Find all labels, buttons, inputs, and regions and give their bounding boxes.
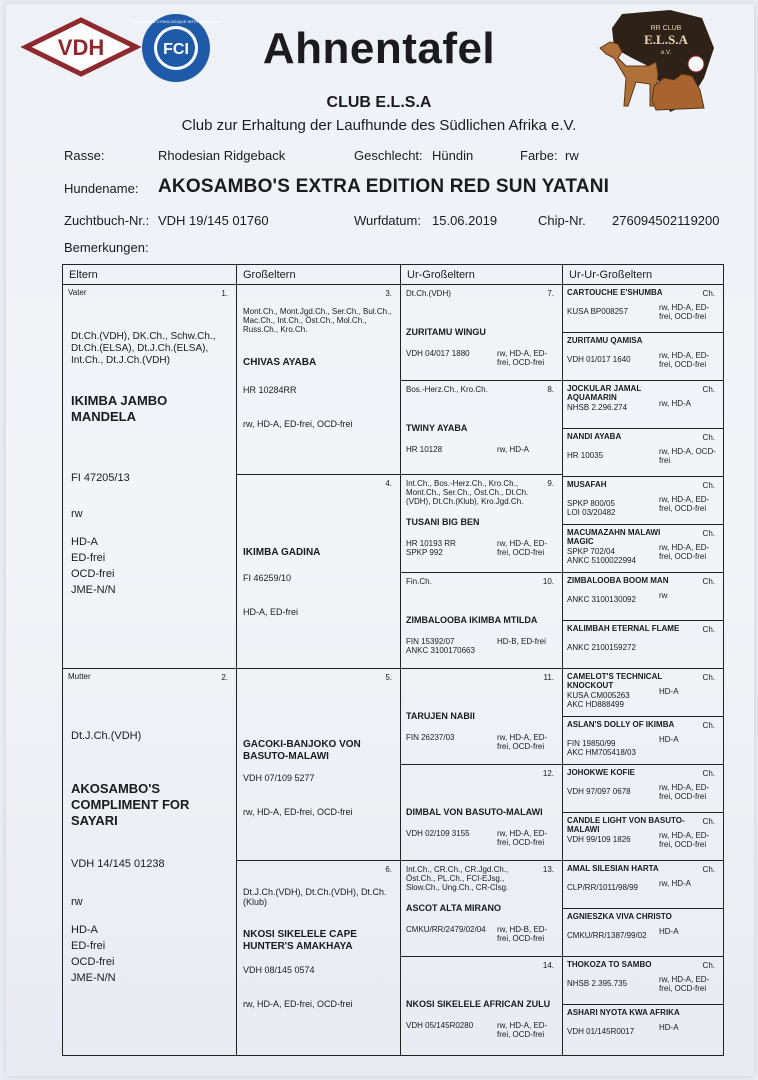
- great-great-grandparent-reg: ANKC 2100159272: [567, 643, 636, 652]
- great-grandparent-cell: [401, 861, 563, 957]
- great-great-grandparent-reg: VDH 01/145R0017: [567, 1027, 635, 1036]
- great-great-grandparent-info: rw, HD-A, ED-frei, OCD-frei: [659, 831, 710, 849]
- champion-marker: Ch.: [702, 817, 715, 826]
- great-great-grandparent-name: NANDI AYABA: [567, 432, 622, 441]
- birth-date-value: 15.06.2019: [432, 213, 498, 228]
- great-great-grandparent-cell: [563, 477, 723, 525]
- great-grandparent-info: rw, HD-B, ED-frei, OCD-frei: [497, 925, 548, 943]
- svg-text:VDH: VDH: [57, 35, 105, 60]
- dog-name-label: Hundename:: [64, 181, 139, 196]
- great-grandparent-cell: [401, 765, 563, 861]
- great-great-grandparent-reg: NHSB 2.296.274: [567, 403, 628, 412]
- grandparent-5-number: 5.: [385, 673, 392, 682]
- great-great-grandparent-info: rw, HD-A, ED-frei, OCD-frei: [659, 975, 710, 993]
- great-great-grandparent-name: CARTOUCHE E'SHUMBA: [567, 288, 663, 297]
- great-great-grandparent-name: THOKOZA TO SAMBO: [567, 960, 652, 969]
- great-grandparent-reg: FIN 15392/07 ANKC 3100170663: [406, 637, 475, 655]
- parent-dam-cell: [63, 669, 237, 1055]
- great-great-grandparent-reg: VDH 97/097 0678: [567, 787, 631, 796]
- great-great-grandparent-cell: [563, 525, 723, 573]
- document-title: Ahnentafel: [262, 24, 496, 73]
- sire-health-jme: JME-N/N: [71, 584, 116, 596]
- great-great-grandparent-cell: [563, 909, 723, 957]
- sire-color: rw: [71, 508, 83, 520]
- great-great-grandparent-cell: [563, 717, 723, 765]
- great-grandparent-cell: [401, 573, 563, 669]
- great-great-grandparent-cell: [563, 381, 723, 429]
- champion-marker: Ch.: [702, 577, 715, 586]
- dam-health-ed: ED-frei: [71, 940, 106, 952]
- great-grandparent-reg: VDH 05/145R0280: [406, 1021, 474, 1030]
- grandparent-4-number: 4.: [385, 479, 392, 488]
- great-great-grandparent-cell: [563, 1005, 723, 1055]
- grandparent-6-number: 6.: [385, 865, 392, 874]
- great-great-grandparent-name: AMAL SILESIAN HARTA: [567, 864, 659, 873]
- grandparent-4-info: HD-A, ED-frei: [243, 607, 299, 617]
- studbook-label: Zuchtbuch-Nr.:: [64, 213, 150, 228]
- great-grandparent-reg: HR 10193 RR SPKP 992: [406, 539, 456, 557]
- great-grandparent-titles: Bos.-Herz.Ch., Kro.Ch.: [406, 385, 488, 394]
- great-great-grandparent-name: MACUMAZAHN MALAWI MAGIC: [567, 528, 661, 546]
- great-great-grandparent-cell: [563, 813, 723, 861]
- grandparent-6-info: rw, HD-A, ED-frei, OCD-frei: [243, 999, 353, 1009]
- great-grandparent-number: 9.: [547, 479, 554, 488]
- great-grandparent-name: NKOSI SIKELELE AFRICAN ZULU: [406, 999, 551, 1009]
- pedigree-table: [62, 264, 724, 1056]
- great-grandparent-name: ZURITAMU WINGU: [406, 327, 486, 337]
- great-grandparent-titles: Fin.Ch.: [406, 577, 432, 586]
- great-grandparent-number: 14.: [542, 961, 554, 970]
- great-grandparent-number: 12.: [542, 769, 554, 778]
- grandparent-3-number: 3.: [385, 289, 392, 298]
- dam-health-ocd: OCD-frei: [71, 956, 115, 968]
- elsa-club-logo-icon: [592, 8, 722, 116]
- great-great-grandparent-name: MUSAFAH: [567, 480, 607, 489]
- sire-titles: Dt.Ch.(VDH), DK.Ch., Schw.Ch., Dt.Ch.(ELSA), Dt.J.Ch.(ELSA), Int.Ch., Dt.J.Ch.(VDH): [71, 331, 216, 366]
- great-grandparent-titles: Int.Ch., Bos.-Herz.Ch., Kro.Ch., Mont.Ch., Ser.Ch., Öst.Ch., Dt.Ch.(VDH), Dt.Ch.(Klub), Kro.Jgd.Ch.: [406, 479, 529, 506]
- dam-titles: Dt.J.Ch.(VDH): [71, 730, 142, 742]
- grandparent-5-cell: [237, 669, 401, 861]
- great-grandparent-info: rw, HD-A, ED-frei, OCD-frei: [497, 349, 548, 367]
- great-grandparent-name: TUSANI BIG BEN: [406, 517, 480, 527]
- great-great-grandparent-name: JOCKULAR JAMAL AQUAMARIN: [567, 384, 642, 402]
- svg-text:FEDERATION CYNOLOGIQUE INTERNA: FEDERATION CYNOLOGIQUE INTERNATIONALE: [130, 19, 222, 24]
- great-great-grandparent-reg: HR 10035: [567, 451, 604, 460]
- breed-label: Rasse:: [64, 148, 105, 163]
- remarks-label: Bemerkungen:: [64, 240, 149, 255]
- great-grandparent-reg: HR 10128: [406, 445, 443, 454]
- club-name: CLUB E.L.S.A: [326, 94, 432, 111]
- great-great-grandparent-name: ASHARI NYOTA KWA AFRIKA: [567, 1008, 680, 1017]
- great-great-grandparent-reg: FIN 19850/99 AKC HM705418/03: [567, 739, 636, 757]
- great-great-grandparent-info: rw, HD-A, OCD-frei: [659, 447, 716, 465]
- great-grandparent-info: rw, HD-A, ED-frei, OCD-frei: [497, 829, 548, 847]
- grandparent-3-reg: HR 10284RR: [243, 385, 297, 395]
- great-great-grandparent-name: ZIMBALOOBA BOOM MAN: [567, 576, 669, 585]
- great-great-grandparent-cell: [563, 333, 723, 381]
- great-great-grandparent-cell: [563, 861, 723, 909]
- grandparent-3-cell: [237, 285, 401, 475]
- great-great-grandparent-info: rw, HD-A, ED-frei, OCD-frei: [659, 783, 710, 801]
- svg-text:E.L.S.A: E.L.S.A: [644, 32, 688, 47]
- great-great-grandparent-info: rw, HD-A, ED-frei, OCD-frei: [659, 543, 710, 561]
- great-great-grandparent-reg: KUSA CM005263 AKC HD888499: [567, 691, 630, 709]
- great-grandparent-name: ASCOT ALTA MIRANO: [406, 903, 501, 913]
- header-grandparents: Großeltern: [237, 265, 401, 285]
- great-great-grandparent-cell: [563, 429, 723, 477]
- great-grandparent-info: HD-B, ED-frei: [497, 637, 546, 646]
- great-great-grandparent-reg: CLP/RR/1011/98/99: [567, 883, 639, 892]
- great-great-grandparent-reg: KUSA BP008257: [567, 307, 628, 316]
- great-grandparent-number: 8.: [547, 385, 554, 394]
- dam-role: Mutter: [68, 672, 91, 681]
- great-great-grandparent-name: KALIMBAH ETERNAL FLAME: [567, 624, 680, 633]
- great-great-grandparent-reg: SPKP 800/05 LOI 03/20482: [567, 499, 616, 517]
- dog-name-value: AKOSAMBO'S EXTRA EDITION RED SUN YATANI: [158, 176, 610, 197]
- sire-health-ed: ED-frei: [71, 552, 106, 564]
- studbook-value: VDH 19/145 01760: [158, 213, 269, 228]
- champion-marker: Ch.: [702, 961, 715, 970]
- great-grandparent-number: 11.: [543, 673, 554, 682]
- great-grandparent-reg: CMKU/RR/2479/02/04: [406, 925, 486, 934]
- great-great-grandparent-cell: [563, 765, 723, 813]
- great-grandparent-number: 7.: [547, 289, 554, 298]
- great-great-grandparent-name: ASLAN'S DOLLY OF IKIMBA: [567, 720, 675, 729]
- champion-marker: Ch.: [702, 769, 715, 778]
- grandparent-5-reg: VDH 07/109 5277: [243, 773, 315, 783]
- great-great-grandparent-cell: [563, 621, 723, 669]
- svg-text:e.V.: e.V.: [660, 50, 672, 56]
- great-grandparent-name: DIMBAL VON BASUTO-MALAWI: [406, 807, 543, 817]
- color-value: rw: [565, 148, 579, 163]
- great-grandparent-reg: VDH 02/109 3155: [406, 829, 470, 838]
- great-grandparent-titles: Dt.Ch.(VDH): [406, 289, 451, 298]
- great-great-grandparent-name: JOHOKWE KOFIE: [567, 768, 636, 777]
- grandparent-4-reg: FI 46259/10: [243, 573, 292, 583]
- chip-label: Chip-Nr.: [538, 213, 586, 228]
- grandparent-5-name: GACOKI-BANJOKO VON BASUTO-MALAWI: [243, 739, 361, 762]
- sire-health-ocd: OCD-frei: [71, 568, 115, 580]
- great-great-grandparent-info: rw, HD-A, ED-frei, OCD-frei: [659, 351, 710, 369]
- dam-reg: VDH 14/145 01238: [71, 858, 165, 870]
- great-great-grandparent-reg: VDH 01/017 1640: [567, 355, 631, 364]
- great-grandparent-cell: [401, 475, 563, 573]
- great-great-grandparent-info: rw, HD-A, ED-frei, OCD-frei: [659, 495, 710, 513]
- champion-marker: Ch.: [702, 673, 715, 682]
- breed-value: Rhodesian Ridgeback: [158, 148, 286, 163]
- great-great-grandparent-name: ZURITAMU QAMISA: [567, 336, 643, 345]
- sex-label: Geschlecht:: [354, 148, 423, 163]
- champion-marker: Ch.: [702, 721, 715, 730]
- chip-value: 276094502119200: [612, 213, 720, 228]
- great-great-grandparent-info: HD-A: [659, 735, 679, 744]
- grandparent-3-info: rw, HD-A, ED-frei, OCD-frei: [243, 419, 353, 429]
- champion-marker: Ch.: [702, 865, 715, 874]
- parent-sire-cell: [63, 285, 237, 669]
- sire-reg: FI 47205/13: [71, 472, 130, 484]
- great-grandparent-cell: [401, 669, 563, 765]
- great-great-grandparent-info: rw, HD-A: [659, 879, 691, 888]
- header-parents: Eltern: [63, 265, 237, 285]
- great-great-grandparent-name: CANDLE LIGHT VON BASUTO-MALAWI: [567, 816, 685, 834]
- dam-color: rw: [71, 896, 83, 908]
- great-grandparent-cell: [401, 957, 563, 1055]
- header-great-grandparents: Ur-Großeltern: [401, 265, 563, 285]
- great-great-grandparent-info: HD-A: [659, 927, 679, 936]
- grandparent-3-titles: Mont.Ch., Mont.Jgd.Ch., Ser.Ch., Bul.Ch., Mac.Ch., Int.Ch., Öst.Ch., Mol.Ch., Russ.Ch., Kro.Ch.: [243, 307, 392, 334]
- great-great-grandparent-name: CAMELOT'S TECHNICAL KNOCKOUT: [567, 672, 663, 690]
- great-grandparent-name: ZIMBALOOBA IKIMBA MTILDA: [406, 615, 538, 625]
- sire-role: Vater: [68, 288, 87, 297]
- grandparent-6-reg: VDH 08/145 0574: [243, 965, 315, 975]
- grandparent-4-name: IKIMBA GADINA: [243, 547, 321, 558]
- champion-marker: Ch.: [702, 529, 715, 538]
- great-grandparent-cell: [401, 285, 563, 381]
- great-great-grandparent-reg: ANKC 3100130092: [567, 595, 636, 604]
- great-grandparent-number: 13.: [542, 865, 554, 874]
- club-full-name: Club zur Erhaltung der Laufhunde des Südlichen Afrika e.V.: [181, 117, 577, 134]
- grandparent-6-cell: [237, 861, 401, 1055]
- great-grandparent-number: 10.: [542, 577, 554, 586]
- great-great-grandparent-reg: NHSB 2.395.735: [567, 979, 628, 988]
- great-grandparent-titles: Int.Ch., CR.Ch., CR.Jgd.Ch., Öst.Ch., PL.Ch., FCI-EJsg., Slow.Ch., Ung.Ch., CR-Clsg.: [406, 865, 509, 892]
- great-great-grandparent-cell: [563, 669, 723, 717]
- champion-marker: Ch.: [702, 481, 715, 490]
- svg-text:FCI: FCI: [163, 41, 189, 58]
- great-grandparent-name: TWINY AYABA: [406, 423, 468, 433]
- great-great-grandparent-cell: [563, 957, 723, 1005]
- great-great-grandparent-info: HD-A: [659, 1023, 679, 1032]
- sex-value: Hündin: [432, 148, 474, 163]
- dam-health-jme: JME-N/N: [71, 972, 116, 984]
- great-grandparent-cell: [401, 381, 563, 475]
- dam-health-hd: HD-A: [71, 924, 98, 936]
- sire-name: IKIMBA JAMBO MANDELA: [71, 393, 168, 424]
- sire-number: 1.: [221, 289, 228, 298]
- great-grandparent-reg: FIN 26237/03: [406, 733, 455, 742]
- great-grandparent-info: rw, HD-A, ED-frei, OCD-frei: [497, 1021, 548, 1039]
- great-great-grandparent-reg: CMKU/RR/1387/99/02: [567, 931, 647, 940]
- champion-marker: Ch.: [702, 433, 715, 442]
- dam-name: AKOSAMBO'S COMPLIMENT FOR SAYARI: [71, 781, 190, 828]
- grandparent-3-name: CHIVAS AYABA: [243, 357, 317, 368]
- birth-date-label: Wurfdatum:: [354, 213, 421, 228]
- champion-marker: Ch.: [702, 385, 715, 394]
- great-grandparent-info: rw, HD-A, ED-frei, OCD-frei: [497, 539, 548, 557]
- great-great-grandparent-cell: [563, 285, 723, 333]
- grandparent-6-name: NKOSI SIKELELE CAPE HUNTER'S AMAKHAYA: [243, 929, 357, 952]
- great-grandparent-info: rw, HD-A: [497, 445, 529, 454]
- great-great-grandparent-cell: [563, 573, 723, 621]
- great-great-grandparent-info: rw: [659, 591, 668, 600]
- champion-marker: Ch.: [702, 625, 715, 634]
- grandparent-5-info: rw, HD-A, ED-frei, OCD-frei: [243, 807, 353, 817]
- great-great-grandparent-reg: SPKP 702/04 ANKC 5100022994: [567, 547, 636, 565]
- champion-marker: Ch.: [702, 289, 715, 298]
- great-great-grandparent-info: rw, HD-A, ED-frei, OCD-frei: [659, 303, 710, 321]
- grandparent-4-cell: [237, 475, 401, 669]
- grandparent-6-titles: Dt.J.Ch.(VDH), Dt.Ch.(VDH), Dt.Ch.(Klub): [243, 887, 387, 907]
- great-great-grandparent-info: HD-A: [659, 687, 679, 696]
- great-great-grandparent-info: rw, HD-A: [659, 399, 691, 408]
- great-grandparent-info: rw, HD-A, ED-frei, OCD-frei: [497, 733, 548, 751]
- great-grandparent-reg: VDH 04/017 1880: [406, 349, 470, 358]
- great-great-grandparent-name: AGNIESZKA VIVA CHRISTO: [567, 912, 672, 921]
- dam-number: 2.: [221, 673, 228, 682]
- header-great-great-grandparents: Ur-Ur-Großeltern: [563, 265, 723, 285]
- great-grandparent-name: TARUJEN NABII: [406, 711, 475, 721]
- color-label: Farbe:: [520, 148, 558, 163]
- great-great-grandparent-reg: VDH 99/109 1826: [567, 835, 631, 844]
- sire-health-hd: HD-A: [71, 536, 98, 548]
- svg-text:RR CLUB: RR CLUB: [650, 25, 682, 32]
